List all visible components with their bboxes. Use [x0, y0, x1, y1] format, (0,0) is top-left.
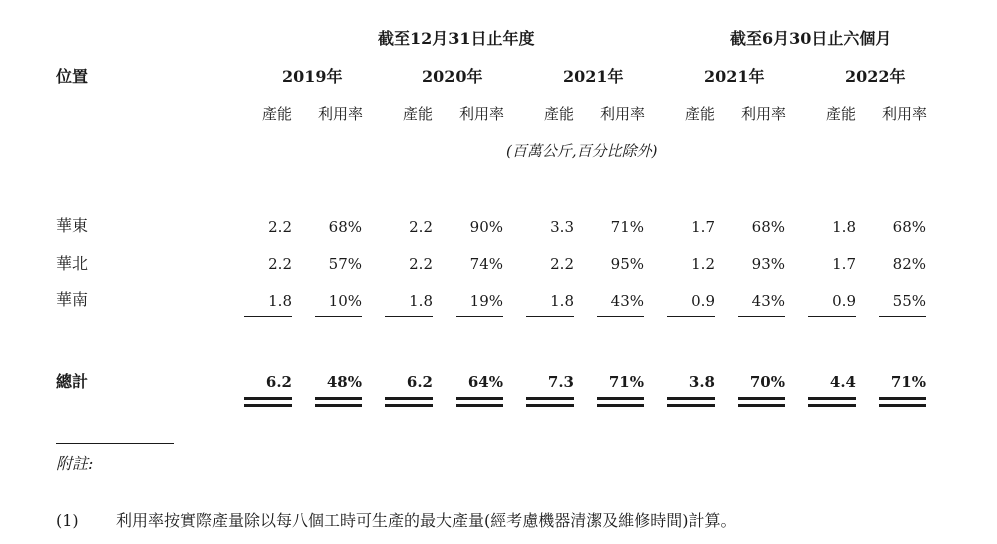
total-double-rule-bottom — [597, 404, 644, 407]
table-cell: 0.9 — [691, 292, 715, 310]
total-double-rule-top — [879, 397, 926, 400]
row-label-north-china: 華北 — [56, 254, 89, 273]
period-annual-header: 截至12月31日止年度 — [378, 29, 535, 48]
table-cell: 1.7 — [832, 255, 856, 273]
total-double-rule-top — [456, 397, 503, 400]
note-number: (1) — [56, 511, 79, 530]
total-double-rule-bottom — [315, 404, 362, 407]
total-double-rule-top — [667, 397, 715, 400]
year-header-2021: 2021年 — [563, 67, 624, 86]
total-cell: 7.3 — [547, 373, 574, 391]
total-double-rule-bottom — [738, 404, 785, 407]
table-cell: 3.3 — [550, 218, 574, 236]
total-double-rule-bottom — [385, 404, 433, 407]
utilization-header: 利用率 — [741, 105, 787, 123]
table-cell: 93% — [751, 255, 785, 273]
subtotal-rule — [456, 316, 503, 317]
total-cell: 4.4 — [829, 373, 856, 391]
total-cell: 6.2 — [406, 373, 433, 391]
total-cell: 48% — [326, 373, 362, 391]
table-cell: 1.2 — [691, 255, 715, 273]
table-cell: 2.2 — [268, 255, 292, 273]
total-double-rule-top — [526, 397, 574, 400]
table-cell: 43% — [610, 292, 644, 310]
row-label-total: 總計 — [56, 372, 89, 391]
subtotal-rule — [738, 316, 785, 317]
table-cell: 57% — [328, 255, 362, 273]
table-cell: 74% — [469, 255, 503, 273]
total-cell: 71% — [890, 373, 926, 391]
total-double-rule-top — [738, 397, 785, 400]
table-cell: 1.8 — [268, 292, 292, 310]
location-column-header: 位置 — [56, 67, 89, 86]
table-cell: 68% — [751, 218, 785, 236]
subtotal-rule — [879, 316, 926, 317]
unit-note: (百萬公斤,百分比除外) — [506, 142, 658, 160]
table-cell: 2.2 — [550, 255, 574, 273]
total-double-rule-bottom — [808, 404, 856, 407]
table-cell: 71% — [610, 218, 644, 236]
notes-heading: 附註: — [56, 454, 94, 473]
period-six-month-header: 截至6月30日止六個月 — [730, 29, 892, 48]
total-double-rule-bottom — [879, 404, 926, 407]
table-cell: 2.2 — [268, 218, 292, 236]
table-cell: 43% — [751, 292, 785, 310]
year-header-2019: 2019年 — [282, 67, 343, 86]
table-cell: 68% — [328, 218, 362, 236]
subtotal-rule — [667, 316, 715, 317]
year-header-2021-six-month: 2021年 — [704, 67, 765, 86]
total-double-rule-bottom — [667, 404, 715, 407]
total-double-rule-top — [808, 397, 856, 400]
total-cell: 71% — [608, 373, 644, 391]
total-double-rule-top — [244, 397, 292, 400]
table-cell: 68% — [892, 218, 926, 236]
total-double-rule-bottom — [526, 404, 574, 407]
total-cell: 70% — [749, 373, 785, 391]
total-double-rule-bottom — [244, 404, 292, 407]
table-cell: 95% — [610, 255, 644, 273]
capacity-header: 產能 — [262, 105, 293, 123]
capacity-header: 產能 — [826, 105, 857, 123]
year-header-2022-six-month: 2022年 — [845, 67, 906, 86]
table-cell: 19% — [469, 292, 503, 310]
total-cell: 6.2 — [265, 373, 292, 391]
subtotal-rule — [315, 316, 362, 317]
notes-separator — [56, 443, 174, 444]
utilization-header: 利用率 — [600, 105, 646, 123]
subtotal-rule — [808, 316, 856, 317]
year-header-2020: 2020年 — [422, 67, 483, 86]
utilization-header: 利用率 — [318, 105, 364, 123]
total-cell: 3.8 — [688, 373, 715, 391]
table-cell: 10% — [328, 292, 362, 310]
table-cell: 1.8 — [550, 292, 574, 310]
subtotal-rule — [526, 316, 574, 317]
note-text: 利用率按實際產量除以每八個工時可生產的最大產量(經考慮機器清潔及維修時間)計算。 — [116, 511, 737, 530]
capacity-header: 產能 — [685, 105, 716, 123]
table-cell: 82% — [892, 255, 926, 273]
total-double-rule-top — [315, 397, 362, 400]
utilization-header: 利用率 — [459, 105, 505, 123]
subtotal-rule — [597, 316, 644, 317]
table-cell: 0.9 — [832, 292, 856, 310]
total-double-rule-bottom — [456, 404, 503, 407]
total-double-rule-top — [385, 397, 433, 400]
table-cell: 55% — [892, 292, 926, 310]
total-double-rule-top — [597, 397, 644, 400]
table-cell: 1.8 — [832, 218, 856, 236]
table-cell: 2.2 — [409, 255, 433, 273]
row-label-east-china: 華東 — [56, 216, 89, 235]
table-cell: 2.2 — [409, 218, 433, 236]
total-cell: 64% — [467, 373, 503, 391]
table-cell: 1.8 — [409, 292, 433, 310]
row-label-south-china: 華南 — [56, 290, 89, 309]
utilization-header: 利用率 — [882, 105, 928, 123]
table-cell: 90% — [469, 218, 503, 236]
capacity-header: 產能 — [403, 105, 434, 123]
table-cell: 1.7 — [691, 218, 715, 236]
capacity-header: 產能 — [544, 105, 575, 123]
subtotal-rule — [385, 316, 433, 317]
subtotal-rule — [244, 316, 292, 317]
